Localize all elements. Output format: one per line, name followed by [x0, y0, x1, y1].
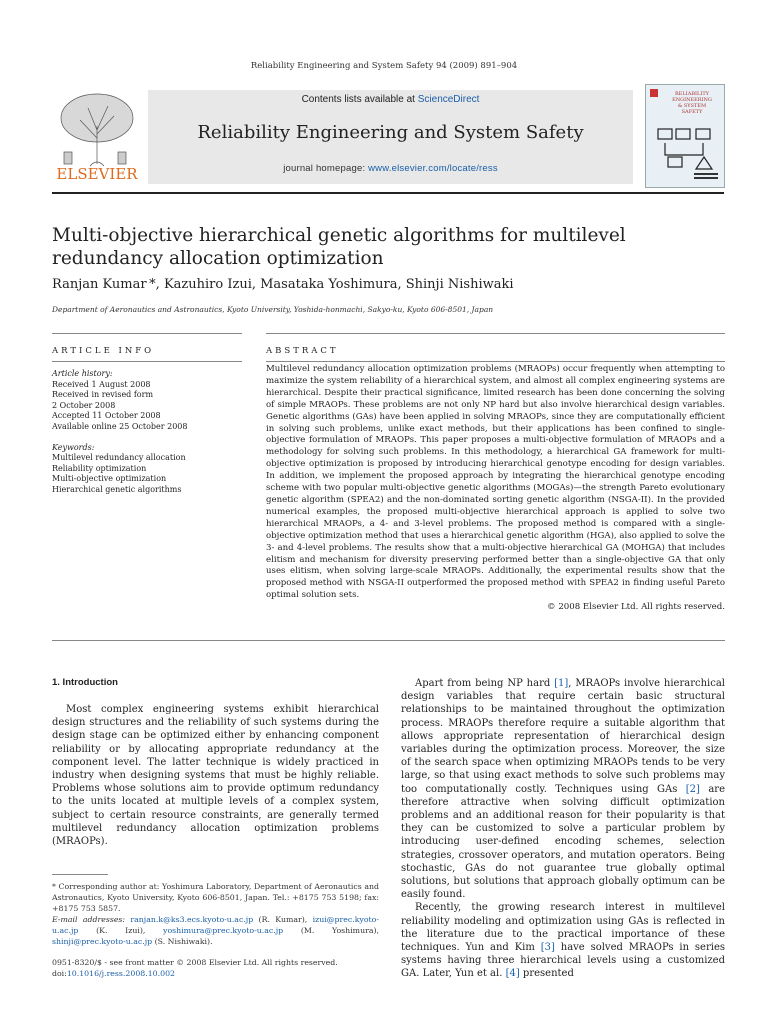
reference-link[interactable]: [3] [540, 942, 555, 954]
info-sub-rule [52, 361, 242, 362]
email-link[interactable]: ranjan.k@ks3.ecs.kyoto-u.ac.jp [130, 915, 254, 924]
intro-paragraph: Most complex engineering systems exhibit hierarchical design structures and the reliability of such systems during the design stage can be optimized either by enhancing component reliability or by allocating appropriate redundancy at the component level. The latter technique is widely practiced in industry when designing systems that must be highly reliable. Problems whose solutions aim to provide optimum redundancy to the units located at multiple levels of a complex system, subject to certain resource constraints, are generally termed multilevel redundancy allocation optimization problems (MRAOPs). [52, 704, 379, 848]
abstract-copyright: © 2008 Elsevier Ltd. All rights reserved. [547, 602, 725, 613]
homepage-prefix: journal homepage: [283, 163, 369, 174]
elsevier-logo [52, 86, 142, 186]
contents-prefix: Contents lists available at [301, 94, 418, 105]
sciencedirect-link[interactable]: ScienceDirect [417, 94, 480, 105]
keyword-item: Multilevel redundancy allocation [52, 453, 186, 463]
journal-title: Reliability Engineering and System Safety [197, 122, 584, 143]
svg-text:& SYSTEM: & SYSTEM [677, 103, 707, 109]
corresponding-author-footnote [52, 881, 379, 947]
history-item: Accepted 11 October 2008 [52, 411, 161, 421]
history-item: 2 October 2008 [52, 400, 116, 410]
email-link[interactable]: yoshimura@prec.kyoto-u.ac.jp [163, 926, 284, 935]
reference-link[interactable]: [4] [505, 968, 520, 980]
keyword-item: Reliability optimization [52, 463, 147, 473]
intro-paragraph: Recently, the growing research interest in multilevel reliability modeling and optimization using GAs is reflected in the literature due to the practical importance of these techniques. Yun and Kim [3] have solved MRAOPs in series systems having three hierarchical levels using a customized GA. Later, Yun et al. [4] presented [401, 902, 725, 980]
elsevier-tree-icon [52, 86, 142, 186]
right-column-text [401, 677, 725, 981]
abstract-top-rule [266, 333, 725, 334]
contents-line [148, 94, 633, 105]
abstract-body [266, 364, 725, 614]
article-title: Multi-objective hierarchical genetic algorithms for multilevel redundancy allocation optimization [52, 225, 626, 269]
article-info-heading: ARTICLE INFO [52, 346, 155, 356]
doi-link[interactable]: 10.1016/j.ress.2008.10.002 [66, 969, 176, 978]
abstract-heading: ABSTRACT [266, 346, 339, 356]
homepage-link[interactable]: www.elsevier.com/locate/ress [368, 163, 498, 174]
keywords-label: Keywords: [52, 442, 95, 452]
front-matter [52, 957, 338, 979]
journal-cover-image [645, 84, 725, 188]
introduction-heading: 1. Introduction [52, 677, 118, 688]
abstract-text: Multilevel redundancy allocation optimization problems (MRAOPs) occur frequently when attempting to maximize the system reliability of a hierarchical system, and almost all complex engineering systems are hierarchical. Despite their practical significance, limited research has been done concerning the solving of simple MRAOPs. These problems are not only NP hard but also involve hierarchical design variables. Genetic algorithms (GAs) have been applied in solving MRAOPs, since they are computationally efficient in solving such problems, unlike exact methods, but their applications has been confined to single-objective formulation of MRAOPs. This paper proposes a multi-objective formulation of MRAOPs and a methodology for solving such problems. In this methodology, a hierarchical GA framework for multi-objective optimization is proposed by introducing hierarchical genotype encoding for design variables. In addition, we implement the proposed approach by integrating the hierarchical genotype encoding scheme with two popular multi-objective genetic algorithms (MOGAs)—the strength Pareto evolutionary genetic algorithm (SPEA2) and the non-dominated sorting genetic algorithm (NSGA-II). In the provided numerical examples, the proposed multi-objective hierarchical approach is applied to solve two hierarchical MRAOPs, a 4- and 3-level problems. The proposed method is compared with a single-objective optimization method that uses a hierarchical genetic algorithm (HGA), also applied to solve the 3- and 4-level problems. The results show that a multi-objective hierarchical GA (MOHGA) that includes elitism and mechanism for diversity preserving performed better than a single-objective GA that only uses elitism, when solving large-scale MRAOPs. Additionally, the experimental results show that the proposed method with NSGA-II outperformed the proposed method with SPEA2 in finding useful Pareto optimal solution sets. [266, 364, 725, 601]
email-link[interactable]: izui@prec.kyoto-u.ac.jp [52, 915, 379, 935]
article-info-panel [52, 369, 242, 496]
info-top-rule [52, 333, 242, 334]
journal-citation: Reliability Engineering and System Safety 94 (2009) 891–904 [250, 61, 518, 71]
keyword-item: Hierarchical genetic algorithms [52, 484, 182, 494]
footnote-rule [52, 874, 108, 875]
keyword-item: Multi-objective optimization [52, 474, 167, 484]
history-label: Article history: [52, 369, 113, 378]
left-column-text [52, 703, 379, 848]
email-link[interactable]: shinji@prec.kyoto-u.ac.jp [52, 937, 153, 946]
svg-text:RELIABILITY: RELIABILITY [675, 91, 709, 97]
header-rule [52, 192, 724, 194]
reference-link[interactable]: [1] [554, 678, 569, 689]
corresponding-note: * Corresponding author at: Yoshimura Laboratory, Department of Aeronautics and Astronautics, Kyoto University, Kyoto 606-8501, Japan. Tel.: +8175 753 5198; fax: +8175 753 5857. [52, 882, 379, 913]
issn-line: 0951-8320/$ - see front matter © 2008 Elsevier Ltd. All rights reserved. [52, 958, 338, 967]
article-authors: Ranjan Kumar *, Kazuhiro Izui, Masataka Yoshimura, Shinji Nishiwaki [52, 277, 514, 292]
email-addresses: E-mail addresses: ranjan.k@ks3.ecs.kyoto-u.ac.jp (R. Kumar), izui@prec.kyoto-u.ac.jp (K. Izui), yoshimura@prec.kyoto-u.ac.jp (M. Yoshimura), shinji@prec.kyoto-u.ac.jp (S. Nishiwaki). [52, 915, 379, 946]
history-item: Received in revised form [52, 390, 154, 400]
history-item: Available online 25 October 2008 [52, 421, 188, 431]
abstract-bottom-rule [52, 640, 725, 641]
intro-paragraph: Apart from being NP hard [1], MRAOPs involve hierarchical design variables that require certain basic structural relationships to be maintained throughout the optimization process. MRAOPs therefore require a suitable algorithm that allows appropriate representation of hierarchical design variables during the optimization process. Moreover, the size of the search space when optimizing MRAOPs tends to be very large, so that using exact methods to solve such problems may too computationally costly. Techniques using GAs [2] are therefore attractive when solving difficult optimization problems and an additional reason for their popularity is that they can be customized to solve a particular problem by introducing user-defined encoding schemes, selection strategies, crossover operators, and mutation operators. Being stochastic, GAs do not guarantee true globally optimal solutions, but solutions that approach globally optimum can be easily found. [401, 678, 726, 901]
svg-text:ENGINEERING: ENGINEERING [672, 97, 712, 103]
cover-art-icon [646, 85, 724, 187]
svg-text:ELSEVIER: ELSEVIER [56, 165, 138, 183]
svg-text:SAFETY: SAFETY [681, 109, 703, 115]
history-item: Received 1 August 2008 [52, 379, 151, 389]
author-affiliation: Department of Aeronautics and Astronautics, Kyoto University, Yoshida-honmachi, Sakyo-ku, Kyoto 606-8501, Japan [52, 305, 494, 314]
homepage-line [148, 163, 633, 174]
reference-link[interactable]: [2] [685, 783, 700, 795]
doi-line: doi:10.1016/j.ress.2008.10.002 [52, 969, 176, 978]
abstract-sub-rule [266, 361, 725, 362]
